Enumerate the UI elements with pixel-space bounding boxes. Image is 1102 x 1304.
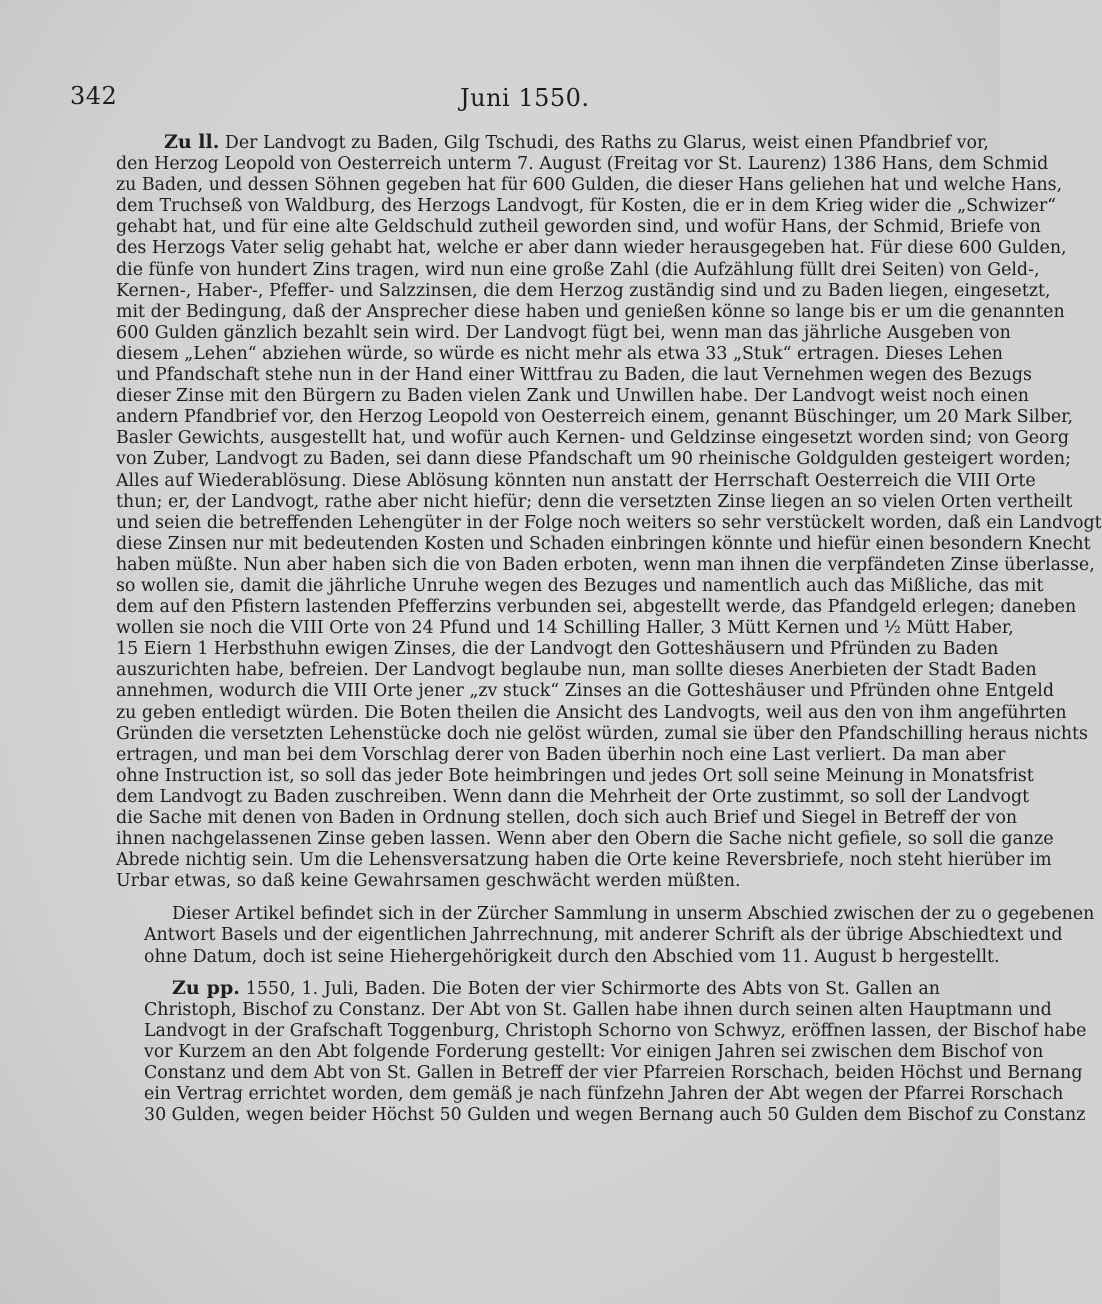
text-line bbox=[116, 575, 1044, 597]
line-text: dem Truchseß von Waldburg, des Herzogs Landvogt, für Kosten, die er in dem Krieg wider die „Schwizer“ bbox=[116, 196, 1057, 217]
text-line bbox=[116, 301, 1065, 323]
text-line bbox=[116, 744, 1006, 766]
text-line bbox=[116, 1041, 1044, 1063]
line-text: 15 Eiern 1 Herbsthuhn ewigen Zinses, die der Landvogt den Gotteshäusern und Pfründen zu Baden bbox=[116, 639, 999, 660]
line-text: Christoph, Bischof zu Constanz. Der Abt von St. Gallen habe ihnen durch seinen alten Hauptmann und bbox=[144, 999, 1052, 1020]
running-head: Juni 1550. bbox=[460, 84, 590, 112]
line-text: Abrede nichtig sein. Um die Lehensversatzung haben die Orte keine Reversbriefe, noch steht hierüber im bbox=[116, 850, 1052, 871]
line-text: und seien die betreffenden Lehengüter in der Folge noch weiters so sehr verstückelt worden, daß ein Landvogt bbox=[116, 512, 1102, 533]
text-line bbox=[116, 946, 1000, 968]
line-text: Antwort Basels und der eigentlichen Jahrrechnung, mit anderer Schrift als der übrige Abschiedtext und bbox=[144, 925, 1063, 946]
text-line bbox=[116, 639, 999, 660]
text-line bbox=[116, 1105, 1086, 1126]
text-line bbox=[116, 765, 1034, 787]
text-line bbox=[116, 618, 1014, 639]
text-line bbox=[116, 280, 1051, 302]
text-line bbox=[116, 428, 1069, 449]
line-text: und Pfandschaft stehe nun in der Hand einer Wittfrau zu Baden, die laut Vernehmen wegen des Bezugs bbox=[116, 365, 1032, 386]
line-text: Der Landvogt zu Baden, Gilg Tschudi, des Raths zu Glarus, weist einen Pfandbrief vor, bbox=[224, 133, 989, 153]
body-text bbox=[116, 131, 1102, 1126]
paragraph-lead: Zu ll. bbox=[164, 131, 220, 153]
text-line bbox=[116, 259, 1040, 281]
line-text: Dieser Artikel befindet sich in der Zürcher Sammlung in unserm Abschied zwischen der zu o gegebenen bbox=[172, 904, 1095, 925]
paragraph-zu-ll bbox=[116, 131, 1102, 892]
text-line bbox=[116, 850, 1052, 871]
line-text: den Herzog Leopold von Oesterreich unterm 7. August (Freitag vor St. Laurenz) 1386 Hans, dem Schmid bbox=[116, 154, 1049, 175]
text-line bbox=[116, 660, 1037, 681]
line-text: diese Zinsen nur mit bedeutenden Kosten und Schaden einbringen könnte und hiefür einen besondern Knecht bbox=[116, 533, 1091, 554]
page-number: 342 bbox=[70, 82, 118, 110]
text-line bbox=[116, 829, 1054, 850]
line-text: die fünfe von hundert Zins tragen, wird nun eine große Zahl (die Aufzählung füllt drei Seiten) von Geld-, bbox=[116, 259, 1040, 280]
line-text: wollen sie noch die VIII Orte von 24 Pfund und 14 Schilling Haller, 3 Mütt Kernen und ½ Mütt Haber, bbox=[116, 618, 1014, 639]
line-text: Alles auf Wiederablösung. Diese Ablösung könnten nun anstatt der Herrschaft Oesterreich die VIII Orte bbox=[116, 470, 1036, 491]
line-text: dem Landvogt zu Baden zuschreiben. Wenn dann die Mehrheit der Orte zustimmt, so soll der Landvogt bbox=[116, 786, 1030, 807]
text-line bbox=[116, 322, 1011, 344]
line-text: 30 Gulden, wegen beider Höchst 50 Gulden und wegen Bernang auch 50 Gulden dem Bischof zu Constanz bbox=[144, 1105, 1086, 1126]
line-text: thun; er, der Landvogt, rathe aber nicht hiefür; denn die versetzten Zinse liegen an so vielen Orten vertheilt bbox=[116, 491, 1073, 512]
text-line bbox=[116, 343, 1003, 365]
text-line bbox=[116, 1063, 1083, 1084]
line-text: annehmen, wodurch die VIII Orte jener „zv stuck“ Zinses an die Gotteshäuser und Pfründen ohne Entgeld bbox=[116, 681, 1054, 702]
text-line bbox=[116, 470, 1036, 492]
line-text: 600 Gulden gänzlich bezahlt sein wird. Der Landvogt fügt bei, wenn man das jährliche Ausgeben von bbox=[116, 322, 1011, 343]
line-text: Basler Gewichts, ausgestellt hat, und wofür auch Kernen- und Geldzinse eingesetzt worden sind; von Georg bbox=[116, 428, 1069, 449]
paragraph-zu-pp bbox=[116, 976, 1087, 1127]
paragraph-lead: Zu pp. bbox=[172, 976, 240, 999]
line-text: so wollen sie, damit die jährliche Unruhe wegen des Bezuges und namentlich auch das Mißliche, das mit bbox=[116, 575, 1044, 596]
line-text: diesem „Lehen“ abziehen würde, so würde es nicht mehr als etwa 33 „Stuk“ ertragen. Dieses Lehen bbox=[116, 343, 1003, 364]
text-line bbox=[116, 681, 1054, 702]
line-text: vor Kurzem an den Abt folgende Forderung gestellt: Vor einigen Jahren sei zwischen dem Bischof von bbox=[144, 1041, 1044, 1062]
line-text: Landvogt in der Grafschaft Toggenburg, Christoph Schorno von Schwyz, eröffnen lassen, der Bischof habe bbox=[144, 1020, 1087, 1041]
text-line bbox=[116, 1020, 1087, 1042]
line-text: dieser Zinse mit den Bürgern zu Baden vielen Zank und Unwillen habe. Der Landvogt weist noch einen bbox=[116, 386, 1029, 407]
line-text: gehabt hat, und für eine alte Geldschuld zutheil geworden sind, und wofür Hans, der Schmid, Briefe von bbox=[116, 217, 1041, 238]
text-line bbox=[116, 175, 1063, 196]
line-text: zu Baden, und dessen Söhnen gegeben hat für 600 Gulden, die dieser Hans geliehen hat und welche Hans, bbox=[116, 175, 1063, 196]
line-text: mit der Bedingung, daß der Ansprecher diese haben und genießen könne so lange bis er um die genannten bbox=[116, 301, 1065, 322]
text-line bbox=[116, 723, 1088, 745]
line-text: ohne Datum, doch ist seine Hiehergehörigkeit durch den Abschied vom 11. August b hergestellt. bbox=[144, 946, 1000, 967]
text-line bbox=[116, 999, 1052, 1021]
text-line bbox=[116, 238, 1067, 259]
line-text: zu geben entledigt würden. Die Boten theilen die Ansicht des Landvogts, weil aus den von ihm angeführten bbox=[116, 702, 1067, 723]
text-line bbox=[116, 702, 1067, 724]
text-line bbox=[116, 978, 940, 1000]
line-text: des Herzogs Vater selig gehabt hat, welche er aber dann wieder herausgegeben hat. Für diese 600 Gulden, bbox=[116, 238, 1067, 259]
text-line bbox=[116, 808, 1018, 829]
line-text: ein Vertrag errichtet worden, dem gemäß je nach fünfzehn Jahren der Abt wegen der Pfarrei Rorschach bbox=[144, 1084, 1064, 1105]
text-line bbox=[116, 597, 1077, 618]
text-line bbox=[116, 196, 1057, 217]
text-line bbox=[116, 871, 940, 892]
line-text: ihnen nachgelassenen Zinse geben lassen. Wenn aber den Obern die Sache nicht gefiele, so soll die ganze bbox=[116, 829, 1054, 850]
line-text: auszurichten habe, befreien. Der Landvogt beglaube nun, man sollte dieses Anerbieten der Stadt Baden bbox=[116, 660, 1037, 681]
line-text: von Zuber, Landvogt zu Baden, sei dann diese Pfandschaft um 90 rheinische Goldgulden gesteigert worden; bbox=[116, 449, 1071, 470]
text-line bbox=[116, 904, 1095, 925]
text-line bbox=[116, 131, 989, 154]
line-text: Urbar etwas, so daß keine Gewahrsamen geschwächt werden müßten. bbox=[116, 871, 741, 892]
line-text: 1550, 1. Juli, Baden. Die Boten der vier Schirmorte des Abts von St. Gallen an bbox=[245, 978, 940, 999]
text-line bbox=[116, 533, 1091, 555]
line-text: die Sache mit denen von Baden in Ordnung stellen, doch sich auch Brief und Siegel in Betreff der von bbox=[116, 808, 1018, 828]
text-line bbox=[116, 365, 1032, 386]
line-text: ohne Instruction ist, so soll das jeder Bote heimbringen und jedes Ort soll seine Meinung in Monatsfrist bbox=[116, 765, 1034, 786]
line-text: Kernen-, Haber-, Pfeffer- und Salzzinsen, die dem Herzog zuständig sind und zu Baden liegen, eingesetzt, bbox=[116, 280, 1051, 301]
text-line bbox=[116, 491, 1073, 513]
text-line bbox=[116, 512, 1102, 534]
line-text: ertragen, und man bei dem Vorschlag derer von Baden überhin noch eine Last verliert. Da man aber bbox=[116, 744, 1006, 765]
line-text: haben müßte. Nun aber haben sich die von Baden erboten, wenn man ihnen die verpfändeten Zinse überlasse, bbox=[116, 554, 1095, 575]
line-text: Gründen die versetzten Lehenstücke doch nie gelöst würden, zumal sie über den Pfandschilling heraus nichts bbox=[116, 723, 1088, 744]
text-line bbox=[116, 925, 1063, 946]
text-line bbox=[116, 1084, 1064, 1105]
paragraph-note bbox=[116, 904, 1095, 967]
line-text: Constanz und dem Abt von St. Gallen in Betreff der vier Pfarreien Rorschach, beiden Höchst und Bernang bbox=[144, 1063, 1083, 1084]
page-header bbox=[0, 82, 1000, 122]
text-line bbox=[116, 217, 1041, 238]
line-text: dem auf den Pfistern lastenden Pfefferzins verbunden sei, abgestellt werde, das Pfandgeld erlegen; daneben bbox=[116, 597, 1077, 618]
text-line bbox=[116, 407, 1074, 428]
text-line bbox=[116, 554, 1095, 576]
line-text: andern Pfandbrief vor, den Herzog Leopold von Oesterreich einem, genannt Büschinger, um 20 Mark Silber, bbox=[116, 407, 1074, 428]
text-line bbox=[116, 449, 1071, 470]
text-line bbox=[116, 386, 1029, 407]
text-line bbox=[116, 786, 1030, 808]
text-line bbox=[116, 154, 1049, 175]
